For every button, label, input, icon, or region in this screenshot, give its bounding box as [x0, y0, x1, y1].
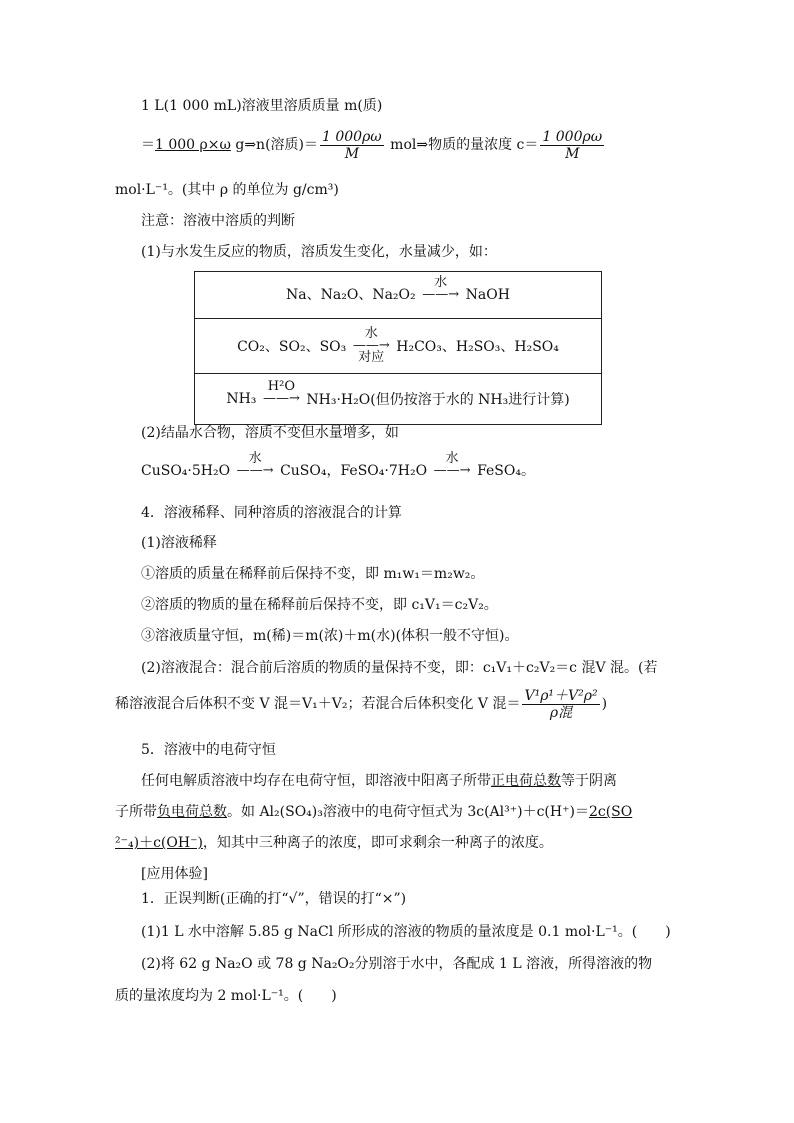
underlined-expression: 1 000 ρ×ω	[155, 137, 231, 153]
arrow-line: ——→	[352, 338, 390, 353]
charge-text: 子所带	[115, 804, 157, 820]
underlined-term: ²⁻₄)＋c(OH⁻)	[115, 835, 203, 851]
table-row	[195, 318, 601, 373]
question-title: 1．正误判断(正确的打“√”，错误的打“×”)	[141, 891, 407, 907]
reaction-arrow	[348, 327, 394, 365]
question-2-line-2	[115, 986, 337, 1006]
section-5-title: 5．溶液中的电荷守恒	[141, 742, 276, 758]
arrow-label: H²O	[267, 379, 296, 394]
closing-paren: )	[331, 988, 337, 1004]
rule-3: ③溶液质量守恒，m(稀)＝m(浓)＋m(水)(体积一般不守恒)。	[141, 628, 519, 644]
underlined-term: 负电荷总数	[157, 804, 227, 820]
reaction-arrow	[232, 452, 278, 490]
reactants: CO₂、SO₂、SO₃	[237, 339, 347, 355]
product: NaOH	[465, 287, 510, 303]
question-text: 质的量浓度均为 2 mol·L⁻¹。(	[115, 988, 304, 1004]
product: H₂CO₃、H₂SO₃、H₂SO₄	[396, 339, 559, 355]
product: NH₃·H₂O(但仍按溶于水的 NH₃进行计算)	[306, 392, 570, 408]
mixing-text: 稀溶液混合后体积不变 V 混＝V₁＋V₂；若混合后体积变化 V 混＝	[115, 696, 521, 712]
fraction-numerator: 1 000ρω	[322, 128, 382, 145]
arrow-label-bottom: 对应	[358, 350, 385, 365]
fraction-numerator: V¹ρ¹＋V²ρ²	[524, 687, 598, 704]
reaction-arrow	[258, 380, 304, 418]
reactants: NH₃	[226, 391, 257, 407]
question-1	[141, 922, 671, 942]
unit-g-text: g⇒n(溶质)＝	[230, 137, 318, 153]
arrow-line: ——→	[422, 287, 460, 302]
charge-text: 等于阴离	[561, 773, 617, 789]
equals-sign: ＝	[141, 137, 155, 153]
dilution-title: (1)溶液稀释	[141, 535, 217, 551]
arrow-label: 水	[364, 326, 378, 341]
charge-line-3	[115, 833, 553, 853]
closing-paren: )	[601, 696, 608, 712]
underlined-term: 2c(SO	[588, 804, 633, 820]
hydrate-line	[141, 452, 535, 490]
fraction-numerator: 1 000ρω	[542, 128, 603, 145]
formula-line	[141, 128, 606, 162]
table-row	[195, 272, 601, 318]
table-row	[195, 373, 601, 424]
hydrate-product-a: CuSO₄，FeSO₄·7H₂O	[280, 463, 428, 479]
charge-text: 。如 Al₂(SO₄)₃溶液中的电荷守恒式为 3c(Al³⁺)＋c(H⁺)＝	[227, 804, 589, 820]
arrow-label: 水	[434, 275, 448, 290]
mixing-fraction	[522, 688, 599, 721]
fraction-denominator: M	[344, 145, 360, 162]
closing-paren: )	[665, 924, 671, 940]
reaction-arrow	[418, 276, 464, 314]
mixing-line-1: (2)溶液混合：混合前后溶质的物质的量保持不变，即：c₁V₁＋c₂V₂＝c 混V 混。(若	[141, 660, 658, 676]
arrow-label: 水	[445, 451, 459, 466]
rule-2: ②溶质的物质的量在稀释前后保持不变，即 c₁V₁＝c₂V₂。	[141, 597, 498, 613]
fraction-moles	[320, 129, 384, 162]
mid-text: mol⇒物质的量浓度 c＝	[385, 137, 539, 153]
charge-line-2	[115, 802, 632, 822]
unit-note-line: mol·L⁻¹。(其中 ρ 的单位为 g/cm³)	[115, 182, 339, 198]
fraction-concentration	[540, 129, 604, 162]
question-text: (1)1 L 水中溶解 5.85 g NaCl 所形成的溶液的物质的量浓度是 0.1 mol·L⁻¹。(	[141, 924, 638, 940]
reactants: Na、Na₂O、Na₂O₂	[286, 287, 416, 303]
underlined-term: 正电荷总数	[491, 773, 561, 789]
fraction-denominator: M	[565, 145, 580, 162]
question-2-line-1: (2)将 62 g Na₂O 或 78 g Na₂O₂分别溶于水中，各配成 1 L 溶液，所得溶液的物	[141, 956, 653, 972]
charge-line-1	[141, 771, 617, 791]
rule-1: ①溶质的质量在稀释前后保持不变，即 m₁w₁＝m₂w₂。	[141, 566, 485, 582]
note-title: 注意：溶液中溶质的判断	[141, 213, 295, 229]
reaction-table	[194, 271, 602, 425]
item-2: (2)结晶水合物，溶质不变但水量增多，如	[141, 425, 399, 441]
reaction-arrow	[429, 452, 475, 490]
arrow-line: ——→	[433, 463, 471, 478]
arrow-label: 水	[248, 451, 262, 466]
solute-mass-line: 1 L(1 000 mL)溶液里溶质质量 m(质)	[141, 98, 383, 114]
fraction-denominator: ρ混	[549, 704, 573, 721]
arrow-line: ——→	[262, 391, 300, 406]
hydrate-product-b: FeSO₄。	[477, 463, 535, 479]
apply-title: [应用体验]	[141, 866, 208, 882]
mixing-line-2	[115, 686, 607, 722]
hydrate-a: CuSO₄·5H₂O	[141, 463, 231, 479]
charge-text: ，知其中三种离子的浓度，即可求剩余一种离子的浓度。	[202, 835, 553, 851]
section-4-title: 4．溶液稀释、同种溶质的溶液混合的计算	[141, 505, 402, 521]
arrow-line: ——→	[236, 463, 274, 478]
item-1: (1)与水发生反应的物质，溶质发生变化，水量减少，如：	[141, 244, 497, 260]
charge-text: 任何电解质溶液中均存在电荷守恒，即溶液中阳离子所带	[141, 773, 491, 789]
